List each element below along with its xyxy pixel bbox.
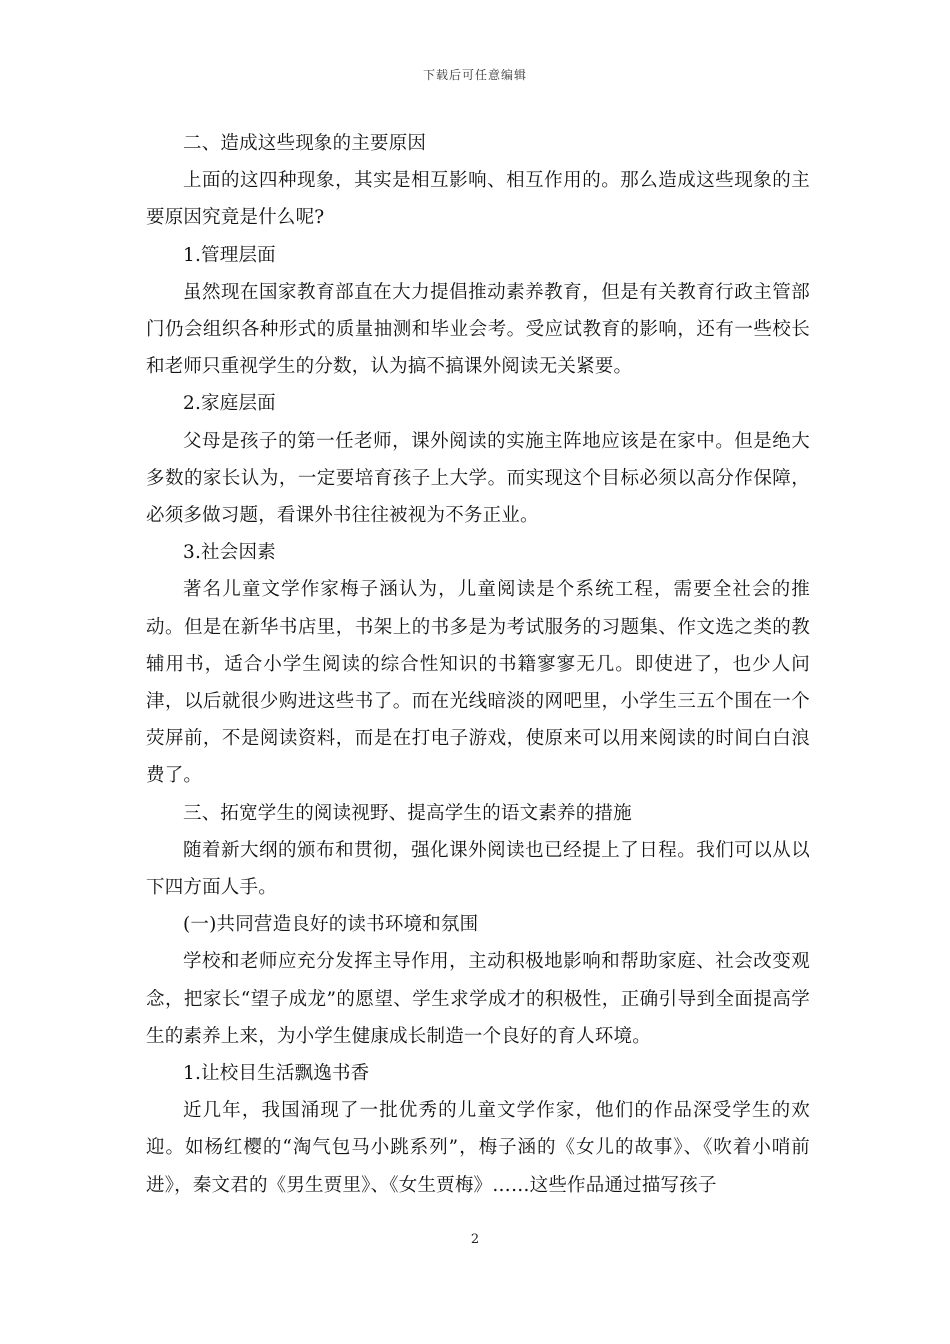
paragraph-society: 著名儿童文学作家梅子涵认为，儿童阅读是个系统工程，需要全社会的推动。但是在新华书店里，书架上的书多是为考试服务的习题集、作文选之类的教辅用书，适合小学生阅读的综合性知识的书籍寥寥无几。即使进了，也少人问津，以后就很少购进这些书了。而在光线暗淡的网吧里，小学生三五个围在一个荧屏前，不是阅读资料，而是在打电子游戏，使原来可以用来阅读的时间白白浪费了。 — [146, 579, 810, 787]
subheading-environment: (一)共同营造良好的读书环境和氛围 — [183, 914, 479, 936]
paragraph-management: 虽然现在国家教育部直在大力提倡推动素养教育，但是有关教育行政主管部门仍会组织各种形式的质量抽测和毕业会考。受应试教育的影响，还有一些校长和老师只重视学生的分数，认为搞不搞课外阅读无关紧要。 — [146, 281, 810, 378]
paragraph-campus-reading: 近几年，我国涌现了一批优秀的儿童文学作家，他们的作品深受学生的欢迎。如杨红樱的“淘气包马小跳系列”，梅子涵的《女儿的故事》、《吹着小哨前进》，秦文君的《男生贾里》、《女生贾梅》……这些作品通过描写孩子 — [146, 1100, 810, 1196]
subheading-management: 1.管理层面 — [183, 244, 276, 266]
document-body — [146, 125, 810, 1204]
paragraph-environment: 学校和老师应充分发挥主导作用，主动积极地影响和帮助家庭、社会改变观念，把家长“望子成龙”的愿望、学生求学成才的积极性，正确引导到全面提高学生的素养上来，为小学生健康成长制造一个良好的育人环境。 — [146, 951, 810, 1047]
paragraph-family: 父母是孩子的第一任老师，课外阅读的实施主阵地应该是在家中。但是绝大多数的家长认为，一定要培育孩子上大学。而实现这个目标必须以高分作保障，必须多做习题，看课外书往往被视为不务正业。 — [146, 430, 810, 527]
section-heading-measures: 三、拓宽学生的阅读视野、提高学生的语文素养的措施 — [183, 802, 632, 824]
paragraph-intro-measures: 随着新大纲的颁布和贯彻，强化课外阅读也已经提上了日程。我们可以从以下四方面人手。 — [146, 839, 810, 899]
page-number: 2 — [470, 1232, 480, 1247]
paragraph-intro-causes: 上面的这四种现象，其实是相互影响、相互作用的。那么造成这些现象的主要原因究竟是什么呢? — [146, 170, 810, 229]
subheading-family: 2.家庭层面 — [183, 393, 276, 415]
subheading-society: 3.社会因素 — [183, 542, 276, 564]
page-header: 下载后可任意编辑 — [422, 68, 527, 82]
subheading-campus-reading: 1.让校目生活飘逸书香 — [183, 1063, 370, 1085]
section-heading-causes: 二、造成这些现象的主要原因 — [183, 133, 427, 154]
